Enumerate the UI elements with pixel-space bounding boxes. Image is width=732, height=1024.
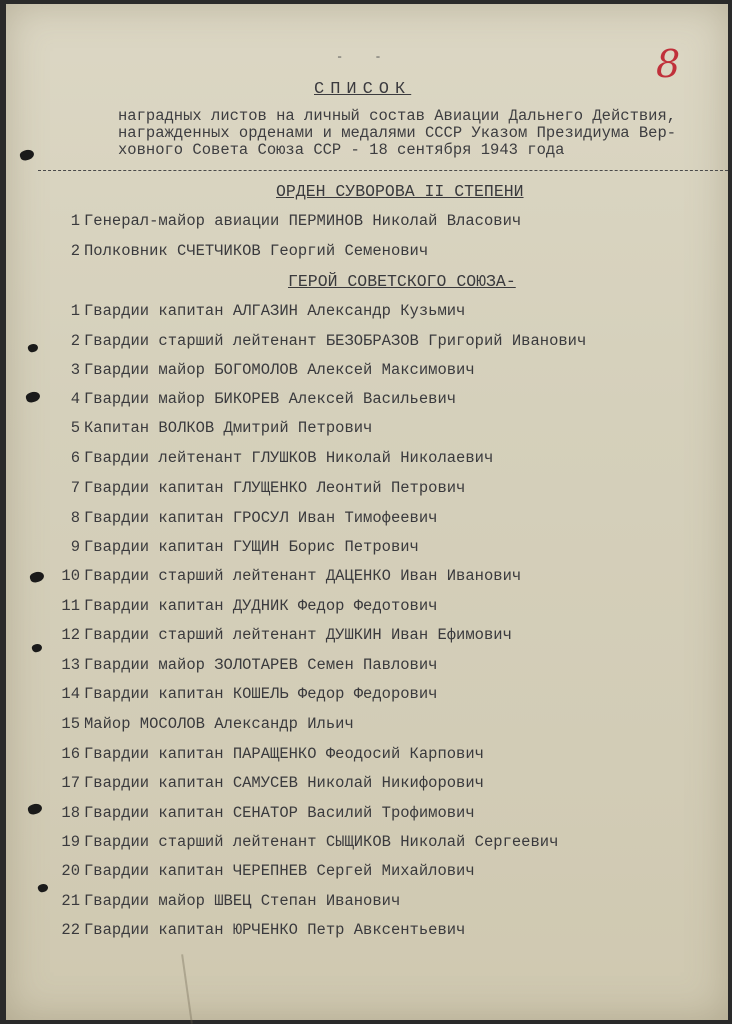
list-item — [46, 833, 558, 851]
item-number: 22 — [61, 921, 80, 939]
item-text: Гвардии капитан КОШЕЛЬ Федор Федорович — [84, 685, 438, 703]
item-number: 15 — [61, 715, 80, 733]
punch-hole — [27, 802, 44, 816]
section-heading-suvorov: ОРДЕН СУВОРОВА II СТЕПЕНИ — [276, 182, 524, 201]
item-text: Гвардии майор ШВЕЦ Степан Иванович — [84, 892, 401, 910]
item-text: Генерал-майор авиации ПЕРМИНОВ Николай Власович — [84, 212, 522, 230]
item-text: Гвардии капитан ЮРЧЕНКО Петр Авксентьевич — [84, 921, 466, 939]
item-number: 2 — [70, 242, 80, 260]
punch-hole — [31, 643, 43, 654]
list-item — [46, 804, 475, 822]
list-item — [46, 419, 372, 437]
item-number: 2 — [70, 332, 80, 350]
list-item — [46, 212, 521, 230]
item-number: 12 — [61, 626, 80, 644]
item-number: 20 — [61, 862, 80, 880]
item-number: 7 — [70, 479, 80, 497]
list-item — [46, 892, 400, 910]
item-number: 13 — [61, 656, 80, 674]
item-text: Гвардии капитан ДУДНИК Федор Федотович — [84, 597, 438, 615]
list-item — [46, 361, 475, 379]
item-text: Гвардии майор БОГОМОЛОВ Алексей Максимович — [84, 361, 475, 379]
item-text: Гвардии капитан ГРОСУЛ Иван Тимофеевич — [84, 509, 438, 527]
item-number: 8 — [70, 509, 80, 527]
item-text: Гвардии старший лейтенант СЫЩИКОВ Николай Сергеевич — [84, 833, 559, 851]
item-number: 1 — [70, 302, 80, 320]
list-item — [46, 921, 465, 939]
punch-hole — [29, 570, 46, 584]
list-item — [46, 449, 493, 467]
item-text: Гвардии капитан АЛГАЗИН Александр Кузьмич — [84, 302, 466, 320]
handwritten-page-number: 8 — [656, 42, 681, 86]
item-text: Гвардии капитан ПАРАЩЕНКО Феодосий Карпович — [84, 745, 484, 763]
list-item — [46, 774, 484, 792]
punch-hole — [25, 390, 42, 404]
list-item — [46, 685, 437, 703]
divider-line — [38, 170, 728, 171]
item-number: 6 — [70, 449, 80, 467]
document-subtitle: наградных листов на личный состав Авиации Дальнего Действия, награжденных орденами и медалями СССР Указом Президиума Вер- ховного Совета Союза ССР - 18 сентября 1943 года — [118, 107, 677, 159]
paper-crease — [181, 954, 193, 1024]
list-item — [46, 745, 484, 763]
item-text: Майор МОСОЛОВ Александр Ильич — [84, 715, 354, 733]
item-text: Гвардии старший лейтенант ДУШКИН Иван Ефимович — [84, 626, 512, 644]
list-item — [46, 242, 428, 260]
item-text: Гвардии лейтенант ГЛУШКОВ Николай Николаевич — [84, 449, 494, 467]
item-text: Гвардии капитан САМУСЕВ Николай Никифорович — [84, 774, 484, 792]
item-text: Гвардии капитан ГУЩИН Борис Петрович — [84, 538, 419, 556]
item-number: 10 — [61, 567, 80, 585]
item-number: 4 — [70, 390, 80, 408]
document-page — [6, 4, 728, 1020]
document-title: СПИСОК — [314, 80, 412, 99]
item-number: 14 — [61, 685, 80, 703]
list-item — [46, 656, 437, 674]
item-text: Гвардии старший лейтенант ДАЦЕНКО Иван Иванович — [84, 567, 522, 585]
header-mark: - - — [336, 50, 394, 64]
punch-hole — [19, 148, 36, 162]
list-item — [46, 538, 419, 556]
item-number: 17 — [61, 774, 80, 792]
list-item — [46, 567, 521, 585]
section-heading-hero: ГЕРОЙ СОВЕТСКОГО СОЮЗА- — [288, 272, 516, 291]
item-text: Гвардии майор ЗОЛОТАРЕВ Семен Павлович — [84, 656, 438, 674]
item-number: 9 — [70, 538, 80, 556]
list-item — [46, 332, 586, 350]
item-number: 3 — [70, 361, 80, 379]
item-number: 1 — [70, 212, 80, 230]
item-text: Гвардии капитан СЕНАТОР Василий Трофимович — [84, 804, 475, 822]
item-number: 21 — [61, 892, 80, 910]
list-item — [46, 597, 437, 615]
punch-hole — [27, 343, 39, 354]
item-text: Капитан ВОЛКОВ Дмитрий Петрович — [84, 419, 373, 437]
list-item — [46, 509, 437, 527]
item-text: Гвардии капитан ГЛУЩЕНКО Леонтий Петрович — [84, 479, 466, 497]
list-item — [46, 626, 512, 644]
item-number: 16 — [61, 745, 80, 763]
item-number: 19 — [61, 833, 80, 851]
list-item — [46, 862, 475, 880]
list-item — [46, 390, 456, 408]
list-item — [46, 715, 354, 733]
item-number: 18 — [61, 804, 80, 822]
item-number: 11 — [61, 597, 80, 615]
item-number: 5 — [70, 419, 80, 437]
list-item — [46, 479, 465, 497]
item-text: Гвардии капитан ЧЕРЕПНЕВ Сергей Михайлович — [84, 862, 475, 880]
item-text: Гвардии майор БИКОРЕВ Алексей Васильевич — [84, 390, 457, 408]
list-item — [46, 302, 465, 320]
item-text: Полковник СЧЕТЧИКОВ Георгий Семенович — [84, 242, 429, 260]
item-text: Гвардии старший лейтенант БЕЗОБРАЗОВ Григорий Иванович — [84, 332, 587, 350]
